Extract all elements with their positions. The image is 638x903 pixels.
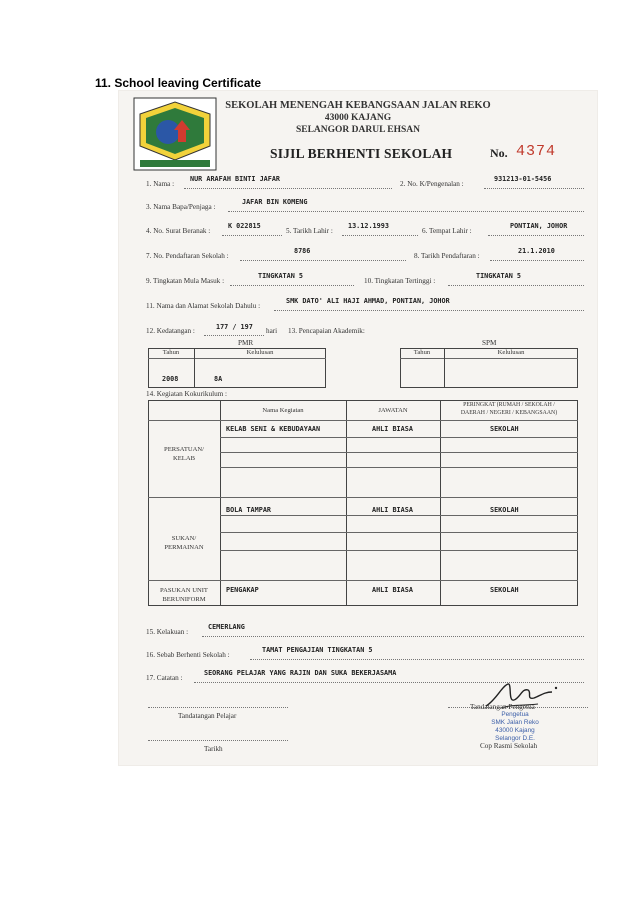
lahir-value: 13.12.1993 <box>348 222 389 230</box>
persatuan-peringkat: SEKOLAH <box>490 425 519 433</box>
school-name: SEKOLAH MENENGAH KEBANGSAAN JALAN REKO <box>225 100 491 111</box>
sukan-label-1: SUKAN/ <box>171 535 197 542</box>
kelakuan-value: CEMERLANG <box>208 623 245 631</box>
masuk-label: 9. Tingkatan Mula Masuk : <box>146 277 225 285</box>
school-state: SELANGOR DARUL EHSAN <box>295 125 421 135</box>
certificate-title: SIJIL BERHENTI SEKOLAH <box>270 146 453 161</box>
pmr-kelulusan: 8A <box>214 375 223 383</box>
certificate-number: 4374 <box>516 143 557 160</box>
koko-col-jawatan: JAWATAN <box>378 407 408 414</box>
pmr-title: PMR <box>238 339 254 347</box>
pasukan-nama: PENGAKAP <box>226 586 259 594</box>
kedatangan-label: 12. Kedatangan : <box>146 327 195 335</box>
catatan-label: 17. Catatan : <box>146 674 183 682</box>
bapa-value: JAFAR BIN KOMENG <box>242 198 308 206</box>
tertinggi-value: TINGKATAN 5 <box>476 272 522 280</box>
tempat-label: 6. Tempat Lahir : <box>422 227 472 235</box>
koko-col-nama: Nama Kegiatan <box>262 407 304 414</box>
daftar-value: 8786 <box>294 247 311 255</box>
sukan-jawatan: AHLI BIASA <box>372 506 413 514</box>
certificate-scan <box>118 90 598 766</box>
pasukan-jawatan: AHLI BIASA <box>372 586 413 594</box>
school-postcode: 43000 KAJANG <box>324 113 392 123</box>
page-heading: 11. School leaving Certificate <box>95 76 262 90</box>
stamp-line-4: Selangor D.E. <box>495 735 535 742</box>
pasukan-label-2: BERUNIFORM <box>162 596 206 603</box>
catatan-value: SEORANG PELAJAR YANG RAJIN DAN SUKA BEKERJASAMA <box>204 669 397 677</box>
tempat-value: PONTIAN, JOHOR <box>510 222 568 230</box>
masuk-value: TINGKATAN 5 <box>258 272 304 280</box>
tandatangan-pelajar: Tandatangan Pelajar <box>178 712 237 720</box>
kp-value: 931213-01-5456 <box>494 175 552 183</box>
persatuan-nama: KELAB SENI & KEBUDAYAAN <box>226 425 321 433</box>
akademik-label: 13. Pencapaian Akademik: <box>288 327 365 335</box>
pasukan-label-1: PASUKAN UNIT <box>160 587 208 594</box>
koko-col-peringkat-1: PERINGKAT (RUMAH / SEKOLAH / <box>463 402 555 408</box>
kedatangan-value: 177 / 197 <box>216 323 253 331</box>
sukan-peringkat: SEKOLAH <box>490 506 519 514</box>
spm-col-tahun: Tahun <box>413 349 431 356</box>
spm-col-kelulusan: Kelulusan <box>497 349 525 356</box>
bapa-label: 3. Nama Bapa/Penjaga : <box>146 203 216 211</box>
tdaftar-value: 21.1.2010 <box>518 247 555 255</box>
dahulu-label: 11. Nama dan Alamat Sekolah Dahulu : <box>146 302 261 310</box>
stamp-line-3: 43000 Kajang <box>495 727 535 734</box>
pasukan-peringkat: SEKOLAH <box>490 586 519 594</box>
surat-value: K 022815 <box>228 222 261 230</box>
school-stamp <box>470 711 560 743</box>
certificate-no-label: No. <box>490 146 508 160</box>
tdaftar-label: 8. Tarikh Pendaftaran : <box>414 252 480 260</box>
stamp-line-2: SMK Jalan Reko <box>491 719 539 726</box>
nama-value: NUR ARAFAH BINTI JAFAR <box>190 175 281 183</box>
stamp-line-1: Pengetua <box>501 711 529 718</box>
kp-label: 2. No. K/Pengenalan : <box>400 180 464 188</box>
hari-label: hari <box>266 327 278 335</box>
persatuan-label-2: KELAB <box>173 455 195 462</box>
persatuan-jawatan: AHLI BIASA <box>372 425 413 433</box>
tarikh-label: Tarikh <box>204 745 223 753</box>
sebab-value: TAMAT PENGAJIAN TINGKATAN 5 <box>262 646 373 654</box>
lahir-label: 5. Tarikh Lahir : <box>286 227 333 235</box>
sukan-label-2: PERMAINAN <box>164 544 204 551</box>
cop-rasmi: Cop Rasmi Sekolah <box>480 742 538 750</box>
spm-title: SPM <box>482 339 497 347</box>
persatuan-label-1: PERSATUAN/ <box>164 446 204 453</box>
tandatangan-pengetua: Tandatangan Pengetua <box>470 703 535 711</box>
tertinggi-label: 10. Tingkatan Tertinggi : <box>364 277 436 285</box>
koko-col-peringkat-2: DAERAH / NEGERI / KEBANGSAAN) <box>460 410 558 416</box>
pmr-col-kelulusan: Kelulusan <box>246 349 274 356</box>
koko-label: 14. Kegiatan Kokurikulum : <box>146 390 228 398</box>
pmr-col-tahun: Tahun <box>162 349 180 356</box>
sebab-label: 16. Sebab Berhenti Sekolah : <box>146 651 230 659</box>
nama-label: 1. Nama : <box>146 180 175 188</box>
sukan-nama: BOLA TAMPAR <box>226 506 272 514</box>
daftar-label: 7. No. Pendaftaran Sekolah : <box>146 252 229 260</box>
pmr-tahun: 2008 <box>162 375 179 383</box>
kelakuan-label: 15. Kelakuan : <box>146 628 189 636</box>
surat-label: 4. No. Surat Beranak : <box>146 227 211 235</box>
dahulu-value: SMK DATO' ALI HAJI AHMAD, PONTIAN, JOHOR <box>286 297 450 305</box>
